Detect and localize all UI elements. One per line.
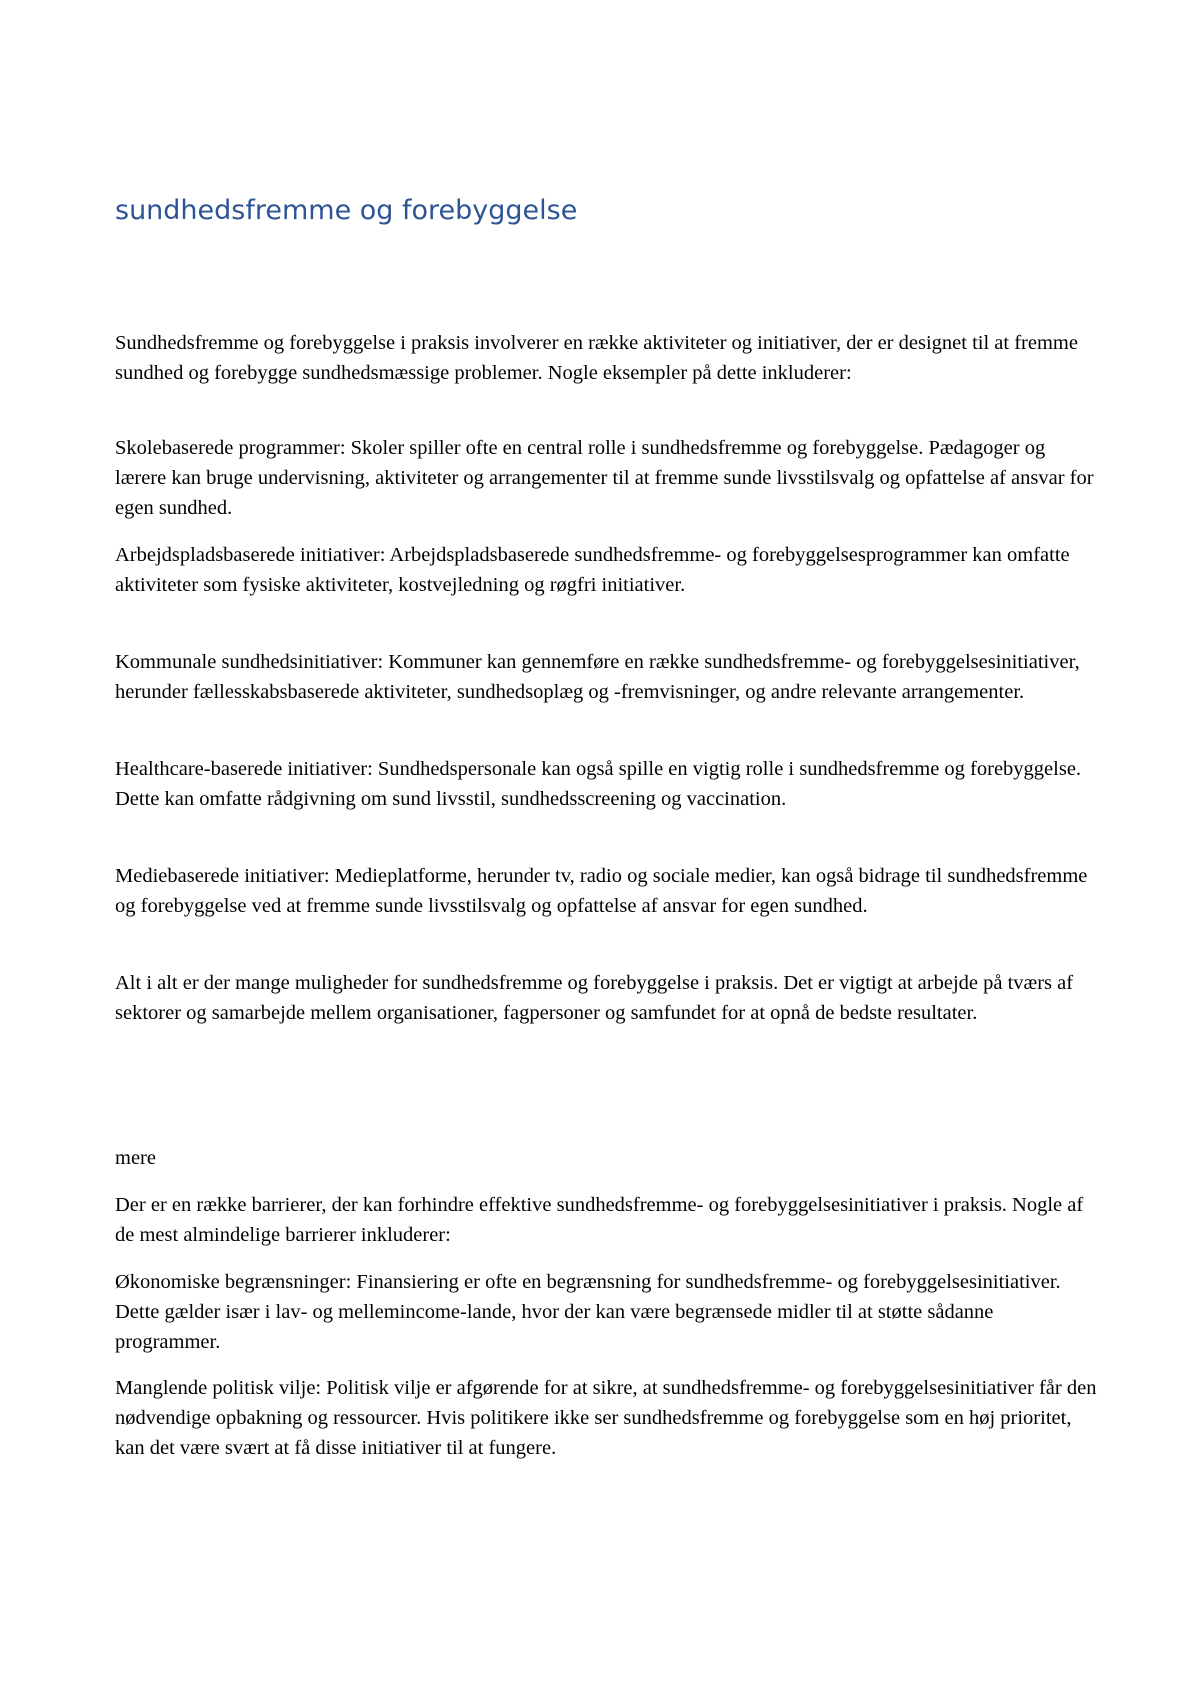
paragraph-economic-barriers: Økonomiske begrænsninger: Finansiering er ofte en begrænsning for sundhedsfremme- og forebyggelsesinitiativer. Dette gælder især i lav- og mellemincome-lande, hvor der kan være begrænsede midler til at støtte sådanne programmer. (115, 1271, 1061, 1353)
paragraph-workplace-initiatives: Arbejdspladsbaserede initiativer: Arbejdspladsbaserede sundhedsfremme- og forebyggelsesprogrammer kan omfatte aktiviteter som fysiske aktiviteter, kostvejledning og røgfri initiativer. (115, 544, 1070, 596)
paragraph-barriers-intro: Der er en række barrierer, der kan forhindre effektive sundhedsfremme- og forebyggelsesinitiativer i praksis. Nogle af de mest almindelige barrierer inkluderer: (115, 1194, 1084, 1246)
paragraph-media-initiatives: Mediebaserede initiativer: Medieplatforme, herunder tv, radio og sociale medier, kan også bidrage til sundhedsfremme og forebyggelse ved at fremme sunde livsstilsvalg og opfattelse af ansvar for egen sundhed. (115, 865, 1088, 917)
page-title: sundhedsfremme og forebyggelse (115, 195, 578, 226)
paragraph-more-label: mere (115, 1147, 156, 1169)
paragraph-intro: Sundhedsfremme og forebyggelse i praksis involverer en række aktiviteter og initiativer, der er designet til at fremme sundhed og forebygge sundhedsmæssige problemer. Nogle eksempler på dette inkluderer: (115, 332, 1078, 384)
paragraph-healthcare-initiatives: Healthcare-baserede initiativer: Sundhedspersonale kan også spille en vigtig rolle i sundhedsfremme og forebyggelse. Dette kan omfatte rådgivning om sund livsstil, sundhedsscreening og vaccination. (115, 758, 1082, 810)
paragraph-school-programs: Skolebaserede programmer: Skoler spiller ofte en central rolle i sundhedsfremme og forebyggelse. Pædagoger og lærere kan bruge undervisning, aktiviteter og arrangementer til at fremme sunde livsstilsvalg og opfattelse af ansvar for egen sundhed. (115, 437, 1094, 519)
paragraph-conclusion: Alt i alt er der mange muligheder for sundhedsfremme og forebyggelse i praksis. Det er vigtigt at arbejde på tværs af sektorer og samarbejde mellem organisationer, fagpersoner og samfundet for at opnå de bedste resultater. (115, 972, 1074, 1024)
paragraph-political-will: Manglende politisk vilje: Politisk vilje er afgørende for at sikre, at sundhedsfremme- og forebyggelsesinitiativer får den nødvendige opbakning og ressourcer. Hvis politikere ikke ser sundhedsfremme og forebyggelse som en høj prioritet, kan det være svært at få disse initiativer til at fungere. (115, 1377, 1097, 1459)
paragraph-municipal-initiatives: Kommunale sundhedsinitiativer: Kommuner kan gennemføre en række sundhedsfremme- og forebyggelsesinitiativer, herunder fællesskabsbaserede aktiviteter, sundhedsoplæg og -fremvisninger, og andre relevante arrangementer. (115, 651, 1080, 703)
